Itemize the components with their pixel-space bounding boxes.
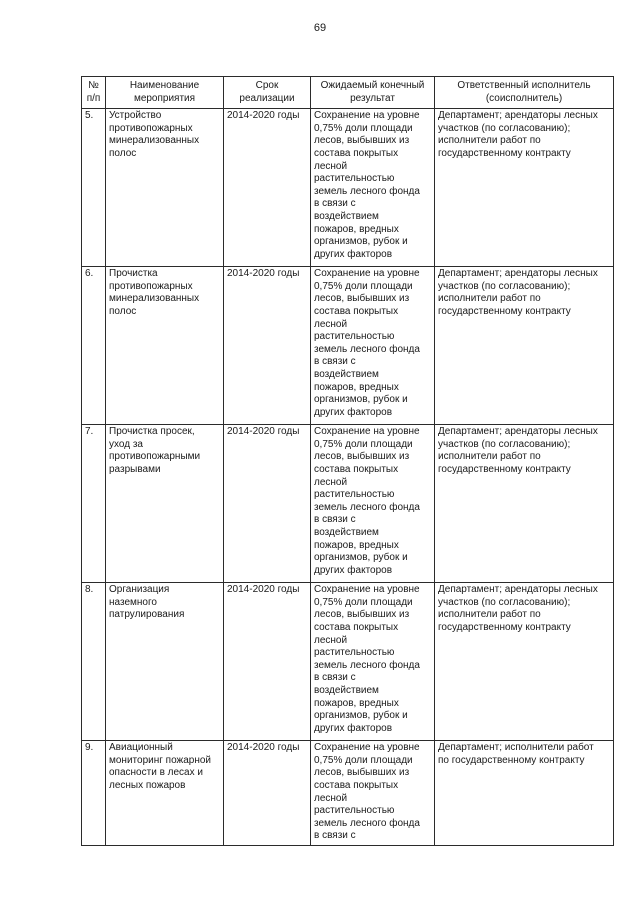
cell-num: 8. [82, 583, 106, 741]
cell-name: Прочистка противопожарных минерализованных полос [106, 267, 224, 425]
cell-term: 2014-2020 годы [224, 741, 311, 846]
header-num: № п/п [82, 77, 106, 109]
header-executor: Ответственный исполнитель (соисполнитель) [435, 77, 614, 109]
cell-term: 2014-2020 годы [224, 109, 311, 267]
measures-table [81, 76, 614, 846]
table-row [82, 741, 614, 846]
cell-executor: Департамент; исполнители работ по государственному контракту [435, 741, 614, 846]
cell-result: Сохранение на уровне 0,75% доли площади лесов, выбывших из состава покрытых лесной растительностью земель лесного фонда в связи с воздействием пожаров, вредных организмов, рубок и других факторов [311, 267, 435, 425]
table-row [82, 583, 614, 741]
table-row [82, 267, 614, 425]
cell-term: 2014-2020 годы [224, 425, 311, 583]
cell-num: 7. [82, 425, 106, 583]
cell-executor: Департамент; арендаторы лесных участков (по согласованию); исполнители работ по государственному контракту [435, 267, 614, 425]
cell-result: Сохранение на уровне 0,75% доли площади лесов, выбывших из состава покрытых лесной растительностью земель лесного фонда в связи с воздействием пожаров, вредных организмов, рубок и других факторов [311, 109, 435, 267]
cell-term: 2014-2020 годы [224, 267, 311, 425]
cell-name: Авиационный мониторинг пожарной опасности в лесах и лесных пожаров [106, 741, 224, 846]
table-row [82, 425, 614, 583]
page-number: 69 [313, 22, 327, 34]
cell-result: Сохранение на уровне 0,75% доли площади лесов, выбывших из состава покрытых лесной растительностью земель лесного фонда в связи с [311, 741, 435, 846]
cell-name: Прочистка просек, уход за противопожарными разрывами [106, 425, 224, 583]
cell-executor: Департамент; арендаторы лесных участков (по согласованию); исполнители работ по государственному контракту [435, 425, 614, 583]
cell-num: 6. [82, 267, 106, 425]
cell-executor: Департамент; арендаторы лесных участков (по согласованию); исполнители работ по государственному контракту [435, 109, 614, 267]
cell-executor: Департамент; арендаторы лесных участков (по согласованию); исполнители работ по государственному контракту [435, 583, 614, 741]
cell-name: Организация наземного патрулирования [106, 583, 224, 741]
cell-num: 9. [82, 741, 106, 846]
cell-name: Устройство противопожарных минерализованных полос [106, 109, 224, 267]
cell-result: Сохранение на уровне 0,75% доли площади лесов, выбывших из состава покрытых лесной растительностью земель лесного фонда в связи с воздействием пожаров, вредных организмов, рубок и других факторов [311, 583, 435, 741]
cell-result: Сохранение на уровне 0,75% доли площади лесов, выбывших из состава покрытых лесной растительностью земель лесного фонда в связи с воздействием пожаров, вредных организмов, рубок и других факторов [311, 425, 435, 583]
header-result: Ожидаемый конечный результат [311, 77, 435, 109]
table-row [82, 109, 614, 267]
cell-num: 5. [82, 109, 106, 267]
header-name: Наименование мероприятия [106, 77, 224, 109]
table-header-row [82, 77, 614, 109]
cell-term: 2014-2020 годы [224, 583, 311, 741]
header-term: Срок реализации [224, 77, 311, 109]
